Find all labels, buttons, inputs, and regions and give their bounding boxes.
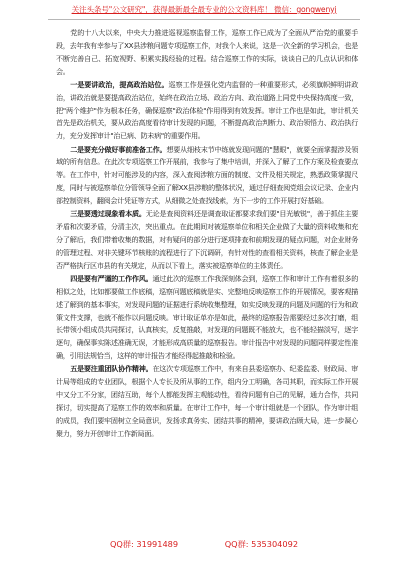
section-heading-4: 四是要有严谨的工作作风。: [70, 274, 153, 284]
promo-header[interactable]: 关注头条号"公文研究"，获得最新最全最专业的公文资料库！ 微信：gongwenyj: [71, 5, 337, 14]
qq-group-2: QQ群: 535304092: [224, 539, 299, 549]
section-paragraph-1: [56, 79, 358, 143]
section-text-1: 巡察工作是强化党内监督的一种重要形式，必须旗帜鲜明讲政治，讲政治就是要提高政治站位，始终在政治立场、政治方向、政治道路上同党中央保持高度一致，把"两个维护"作为根本任务，确保巡察"政治体检"作用得到有效发挥。审计工作也是如此，审计机关首先是政治机关，要从政治高度看待审计发现的问题，不断提高政治判断力、政治领悟力、政治执行力，充分发挥审计"治已病、防未病"的重要作用。: [56, 79, 358, 141]
section-heading-5: 五是要注重团队协作精神。: [70, 364, 153, 374]
qq-group-1: QQ群: 31991489: [109, 539, 179, 549]
footer-contact: [0, 539, 408, 550]
section-text-4: 通过此次的巡察工作我深刻体会到，巡察工作和审计工作有着很多的相似之处，比如都要做工作底稿，巡察问题底稿就是实、完整地反映巡察工作的开展情况，要客观描述了解到的基本事实，对发现问题的证据进行系统收集整理，如实反映发现的问题及问题的行为和政策文件支撑，也就不能作以问题反映。审计取证单亦是如此，最终的巡察报告需要经过多次打磨，组长带领小组成员共同探讨，认真核实，反复推敲，对发现的问题既不能放大，也不能轻描淡写，逐字逐句，确保事实陈述准确无误，才能形成高质量的巡察报告。审计报告中对发现的问题同样要定性准确，引用法规恰当，这样的审计报告才能经得起推敲和检验。: [56, 274, 358, 361]
section-paragraph-5: [56, 363, 358, 440]
section-text-3: 无论是查阅资料还是调查取证都要求我们要"目光敏锐"，善于抓住主要矛盾和次要矛盾，分清主次，突出重点。在此期间对被巡察单位和相关企业做了大量的资料收集和充分了解后，我们带着收集的数据，对有疑问的部分进行逐项排查和前期发现的疑点问题，对企业财务的管理过程、对非关键环节核账的流程进行了下沉调研，有针对性的查看相关资料，核查了解企业是否严格执行区市县的有关规定，从而以下看上，落实被巡察单位的主体责任。: [56, 209, 358, 270]
header-divider: [48, 19, 360, 20]
section-paragraph-3: [56, 208, 358, 272]
section-heading-2: 二是要充分做好事前准备工作。: [70, 144, 167, 154]
section-heading-3: 三是要透过现象看本质。: [70, 209, 146, 219]
article-body: [56, 27, 358, 441]
section-paragraph-4: [56, 273, 358, 363]
intro-paragraph: 党的十八大以来，中央大力推进巡视巡察监督工作，巡察工作已成为了全面从严治党的重要手段，去年我有幸参与了XX县涉粮问题专项巡察工作，对我个人来说，这是一次全新的学习机会，也是不断完善自己、拓宽视野、积累实践经验的过程。结合巡察工作的实际，谈谈自己的几点认识和体会。: [56, 28, 358, 76]
section-text-5: 在这次专项巡察工作中，有来自县委巡察办、纪委监委、财政局、审计局等组成的专业团队，根据个人专长及所从事的工作，组内分工明确，各司其职，而实际工作开展中又分工不分家，团结互助，每个人都能发挥主观能动性，看待问题有自己的见解，通力合作，共同探讨，切实提高了巡察工作的效率和质量。在审计工作中，每一个审计组就是一个团队，作为审计组的成员，我们要牢固树立全局意识，发扬求真务实、团结共事的精神，要讲政治顾大局，进一步凝心聚力，努力开创审计工作新局面。: [56, 364, 358, 438]
section-text-2: 想要从细枝末节中练就发现问题的"慧眼"，就要全面掌握涉及领域的所有信息。在此次专项巡察工作开展前，我参与了集中培训，并深入了解了工作方案及检查要点等。在工作中，针对可能涉及的内容，深入查阅涉粮方面的制度、文件及相关规定，熟悉政策掌握尺度，同时与被巡察单位分管领导全面了解XX县涉粮的整体状况，通过仔细查阅党组会议记录、企业内部控制资料，翻阅会计凭证等方式，从细微之处查找线索，为下一步的工作开展打好基础。: [56, 144, 358, 205]
section-paragraph-2: [56, 144, 358, 208]
section-heading-1: 一是要讲政治，提高政治站位。: [70, 79, 169, 89]
